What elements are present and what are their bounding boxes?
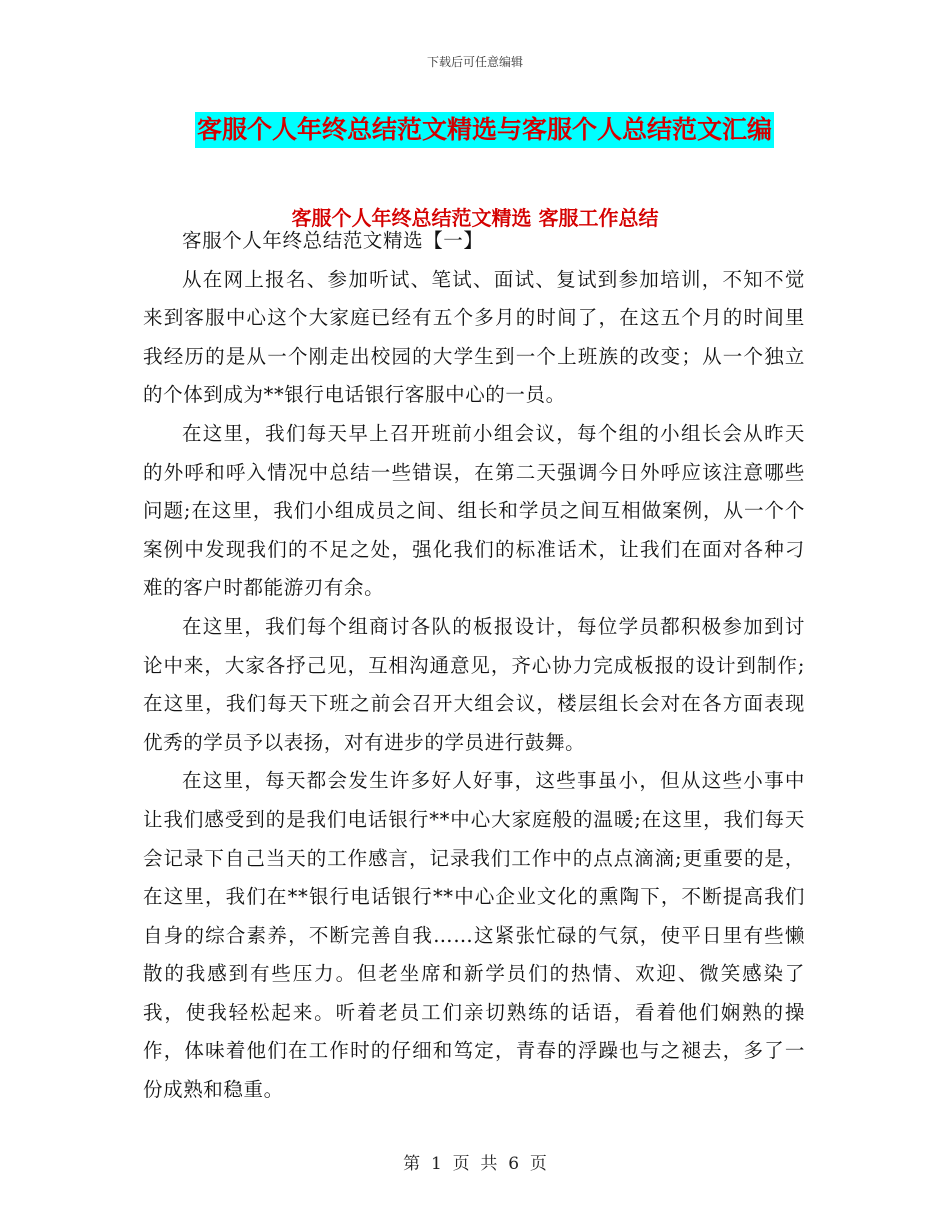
section-title: 客服个人年终总结范文精选 客服工作总结 — [291, 206, 659, 230]
paragraph: 在这里，我们每天早上召开班前小组会议，每个组的小组长会从昨天的外呼和呼入情况中总结一些错误，在第二天强调今日外呼应该注意哪些问题;在这里，我们小组成员之间、组长和学员之间互相做案例，从一个个案例中发现我们的不足之处，强化我们的标准话术，让我们在面对各种刁难的客户时都能游刃有余。 — [143, 421, 805, 600]
paragraph-heading: 客服个人年终总结范文精选【一】 — [182, 229, 484, 252]
header-note: 下载后可任意编辑 — [426, 55, 523, 69]
document-body — [143, 222, 805, 1110]
paragraph: 从在网上报名、参加听试、笔试、面试、复试到参加培训，不知不觉来到客服中心这个大家庭已经有五个多月的时间了，在这五个月的时间里我经历的是从一个刚走出校园的大学生到一个上班族的改变；从一个独立的个体到成为**银行电话银行客服中心的一员。 — [143, 267, 805, 407]
document-main-title: 客服个人年终总结范文精选与客服个人总结范文汇编 — [195, 112, 774, 148]
paragraph: 在这里，每天都会发生许多好人好事，这些事虽小，但从这些小事中让我们感受到的是我们电话银行**中心大家庭般的温暖;在这里，我们每天会记录下自己当天的工作感言，记录我们工作中的点点滴滴;更重要的是，在这里，我们在**银行电话银行**中心企业文化的熏陶下，不断提高我们自身的综合素养，不断完善自我……这紧张忙碌的气氛，使平日里有些懒散的我感到有些压力。但老坐席和新学员们的热情、欢迎、微笑感染了我，使我轻松起来。听着老员工们亲切熟练的话语，看着他们娴熟的操作，体味着他们在工作时的仔细和笃定，青春的浮躁也与之褪去，多了一份成熟和稳重。 — [143, 769, 805, 1102]
page-footer: 第 1 页 共 6 页 — [403, 1154, 547, 1174]
paragraph: 在这里，我们每个组商讨各队的板报设计，每位学员都积极参加到讨论中来，大家各抒己见，互相沟通意见，齐心协力完成板报的设计到制作;在这里，我们每天下班之前会召开大组会议，楼层组长会对在各方面表现优秀的学员予以表扬，对有进步的学员进行鼓舞。 — [143, 614, 805, 754]
